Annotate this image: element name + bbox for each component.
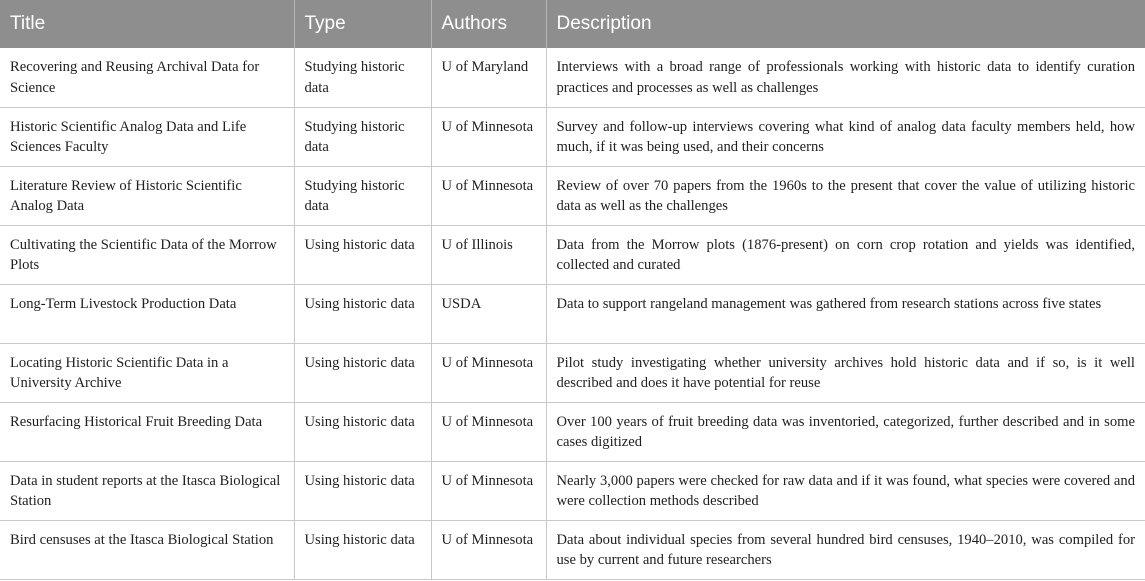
cell-description: Review of over 70 papers from the 1960s to the present that cover the value of utilizing historic data as well as the challenges xyxy=(546,166,1145,225)
cell-authors: U of Minnesota xyxy=(431,166,546,225)
cell-type: Using historic data xyxy=(294,402,431,461)
cell-description: Pilot study investigating whether university archives hold historic data and if so, is it well described and does it have potential for reuse xyxy=(546,343,1145,402)
cell-authors: U of Maryland xyxy=(431,48,546,107)
cell-authors: U of Illinois xyxy=(431,225,546,284)
header-type: Type xyxy=(294,0,431,48)
cell-title: Literature Review of Historic Scientific Analog Data xyxy=(0,166,294,225)
cell-title: Data in student reports at the Itasca Biological Station xyxy=(0,461,294,520)
cell-authors: U of Minnesota xyxy=(431,402,546,461)
header-title: Title xyxy=(0,0,294,48)
cell-description: Data about individual species from several hundred bird censuses, 1940–2010, was compiled for use by current and future researchers xyxy=(546,520,1145,579)
header-description: Description xyxy=(546,0,1145,48)
header-row xyxy=(0,0,1145,48)
cell-type: Studying historic data xyxy=(294,107,431,166)
cell-title: Historic Scientific Analog Data and Life Sciences Faculty xyxy=(0,107,294,166)
cell-description: Data to support rangeland management was gathered from research stations across five states xyxy=(546,284,1145,343)
cell-type: Studying historic data xyxy=(294,166,431,225)
cell-title: Resurfacing Historical Fruit Breeding Data xyxy=(0,402,294,461)
table-row xyxy=(0,284,1145,343)
table-row xyxy=(0,343,1145,402)
cell-title: Cultivating the Scientific Data of the Morrow Plots xyxy=(0,225,294,284)
cell-type: Using historic data xyxy=(294,520,431,579)
table-row xyxy=(0,520,1145,579)
header-authors: Authors xyxy=(431,0,546,48)
table-row xyxy=(0,48,1145,107)
cell-authors: U of Minnesota xyxy=(431,343,546,402)
cell-title: Locating Historic Scientific Data in a University Archive xyxy=(0,343,294,402)
cell-type: Studying historic data xyxy=(294,48,431,107)
cell-type: Using historic data xyxy=(294,284,431,343)
table-row xyxy=(0,225,1145,284)
cell-type: Using historic data xyxy=(294,225,431,284)
cell-description: Data from the Morrow plots (1876-present) on corn crop rotation and yields was identified, collected and curated xyxy=(546,225,1145,284)
table-row xyxy=(0,402,1145,461)
cell-description: Over 100 years of fruit breeding data was inventoried, categorized, further described and in some cases digitized xyxy=(546,402,1145,461)
cell-title: Long-Term Livestock Production Data xyxy=(0,284,294,343)
cell-authors: U of Minnesota xyxy=(431,107,546,166)
cell-title: Bird censuses at the Itasca Biological Station xyxy=(0,520,294,579)
cell-type: Using historic data xyxy=(294,461,431,520)
cell-authors: U of Minnesota xyxy=(431,520,546,579)
cell-description: Nearly 3,000 papers were checked for raw data and if it was found, what species were covered and were collection methods described xyxy=(546,461,1145,520)
cell-authors: USDA xyxy=(431,284,546,343)
cell-title: Recovering and Reusing Archival Data for Science xyxy=(0,48,294,107)
table-row xyxy=(0,461,1145,520)
table-row xyxy=(0,166,1145,225)
cell-authors: U of Minnesota xyxy=(431,461,546,520)
cell-type: Using historic data xyxy=(294,343,431,402)
table-row xyxy=(0,107,1145,166)
cell-description: Interviews with a broad range of professionals working with historic data to identify curation practices and processes as well as challenges xyxy=(546,48,1145,107)
cell-description: Survey and follow-up interviews covering what kind of analog data faculty members held, how much, if it was being used, and their concerns xyxy=(546,107,1145,166)
